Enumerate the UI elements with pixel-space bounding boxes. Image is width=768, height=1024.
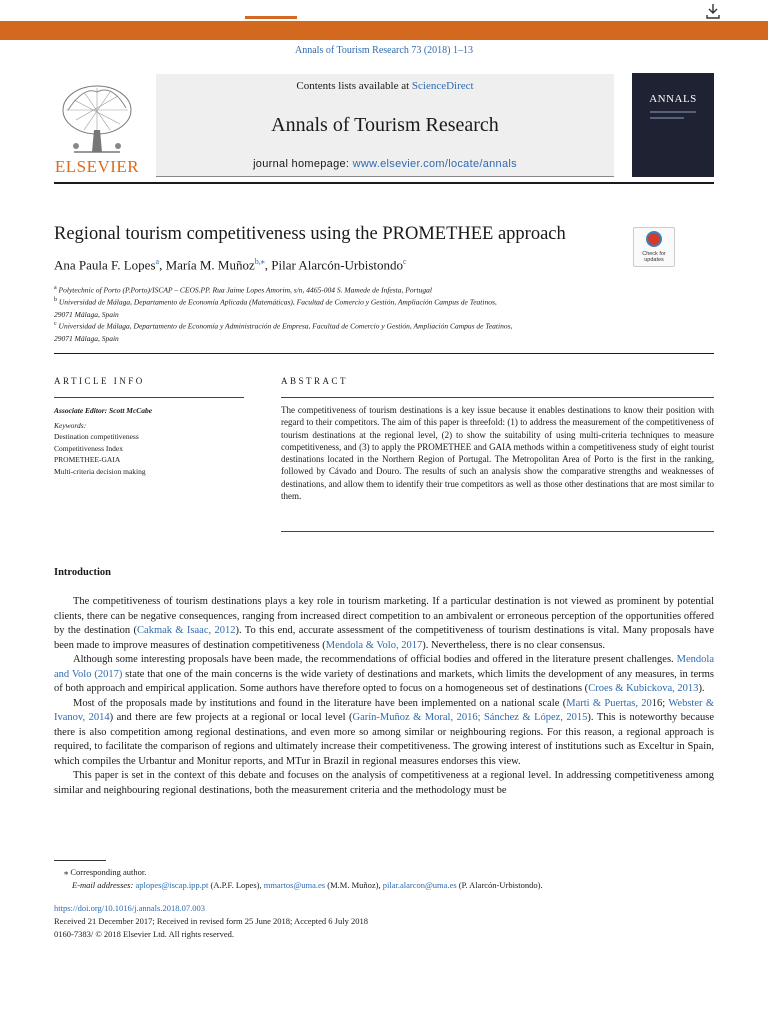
email-addresses [72,880,543,890]
citation-link[interactable]: Marti & Puertas, 20 [566,697,652,709]
paper-title: Regional tourism competitiveness using the PROMETHEE approach [54,224,566,244]
keyword: Multi-criteria decision making [54,466,146,476]
paragraph [54,653,714,697]
homepage-prefix: journal homepage: [253,158,353,170]
article-info [54,405,244,477]
cover-line [650,111,696,113]
email-owner: (A.P.F. Lopes), [208,880,264,890]
author-name: Pilar Alarcón-Urbistondo [271,257,404,273]
paragraph [54,595,714,653]
journal-title: Annals of Tourism Research [271,114,499,136]
affil-text: Universidad de Málaga, Departamento de Economía Aplicada (Matemáticas), Facultad de Comercio y Gestión, Ampliación Campus de Teatinos, [58,297,497,307]
journal-reference[interactable]: Annals of Tourism Research 73 (2018) 1–13 [295,45,473,56]
contents-line [156,80,614,92]
elsevier-wordmark: ELSEVIER [54,157,140,176]
check-for-updates-badge[interactable] [633,227,675,267]
affiliation-c [54,318,654,345]
affiliation-b [54,294,654,321]
cover-line [650,117,684,119]
abstract-text: The competitiveness of tourism destinations is a key issue because it enables destinations to know their position with regard to their competitors. The aim of this paper is threefold: (1) to address the measurement of the competitiveness of tourism destinations at the regional level, (2) to show the suitability of using multi-criteria techniques to measure competitiveness, and (3) to apply the PROMETHEE and GAIA methods within a competitiveness study of eight tourist destinations located in the Northern Region of Portugal. The Metropolitan Area of Porto is the first in the ranking, followed by Cávado and Douro. The results of such an analysis show the comparative strengths and weaknesses of destinations, and allow them to identify their true competitors as well as those other destinations that are most similar to them. [281,405,714,502]
abstract-bottom-rule [281,531,714,532]
author-sep: , [264,257,272,273]
copyright: 0160-7383/ © 2018 Elsevier Ltd. All rights reserved. [54,929,234,939]
received-dates: Received 21 December 2017; Received in revised form 25 June 2018; Accepted 6 July 2018 [54,916,368,926]
text: ). To this end, accurate assessment of the competitiveness of tourism destinations is vital. Many proposals have been made to improve measures of destination competitiveness ( [54,625,714,651]
abstract-rule [281,397,714,398]
cover-title: ANNALS [649,93,697,105]
contents-prefix: Contents lists available at [296,80,412,92]
text: ) and there are few projects at a regional or local level ( [109,712,353,723]
text: state that one of the main concerns is the wide variety of destinations and markets, which limits the development of any measures, in terms of both approach and empirical application. Some authors have therefore opted to focus on a homogeneous set of destinations ( [54,668,714,694]
sciencedirect-link[interactable]: ScienceDirect [411,80,474,92]
accent-bar [0,21,768,40]
citation-link[interactable]: Mendola & Volo, 2017 [325,639,423,651]
active-tab-indicator[interactable] [245,16,297,19]
text: ). This is noteworthy because there is also competition among regional destinations, and even more so among similar or neighbouring regions. For this reason, a regional approach is required, to facilitate the comparison of regions and ultimately increase their competitiveness. The growing interest of institutions such as Exceltur in Spain, which compiles the Urbantur and Monitur reports, and MTur in Brazil in regional measures endorses this view. [54,712,715,767]
citation-link[interactable]: Mendola and Volo (2017) [54,654,714,680]
corresponding-author-note: ⁎ Corresponding author. [64,867,147,877]
text: ). Nevertheless, there is no clear consensus. [422,639,606,651]
text: 16; [651,697,669,709]
affil-marker: a [54,285,57,291]
citation-link[interactable]: Garín-Muñoz & Moral, 2016; Sánchez & López, 2015 [352,712,588,723]
citation-link[interactable]: Webster & Ivanov, 2014 [54,697,715,723]
email-owner: (M.M. Muñoz), [325,880,383,890]
header-rule [54,353,714,354]
footnote-rule [54,860,106,861]
author-sep: , [159,257,166,273]
keywords-label: Keywords: [54,420,87,430]
paragraph [54,697,714,770]
author-name: Ana Paula F. Lopes [54,257,156,273]
keyword: Destination competitiveness [54,432,139,441]
email-link[interactable]: pilar.alarcon@uma.es [382,880,457,890]
text: Although some interesting proposals have been made, the recommendations of official bodies and offered in the literature present challenges. [73,654,677,665]
keyword: Competitiveness Index [54,443,123,453]
body-text [54,595,714,798]
associate-editor: Associate Editor: Scott McCabe [54,406,153,415]
author-list [54,257,407,273]
affil-text: 29071 Málaga, Spain [54,309,119,319]
affil-marker: b [54,297,57,303]
text: Most of the proposals made by institutions and found in the literature have been implemented on a national scale ( [73,697,567,709]
author-affil-marker[interactable]: a [155,257,160,266]
journal-masthead [156,74,614,177]
keyword: PROMETHEE-GAIA [54,455,121,464]
homepage-link[interactable]: www.elsevier.com/locate/annals [352,158,517,170]
check-updates-label: Check for updates [642,251,666,263]
email-link[interactable]: aplopes@iscap.ipp.pt [135,880,209,890]
affil-text: 29071 Málaga, Spain [54,333,119,343]
email-link[interactable]: mmartos@uma.es [263,880,326,890]
section-heading: Introduction [54,567,111,578]
affil-text: Universidad de Málaga, Departamento de Economía y Administración de Empresa, Facultad de Comercio y Gestión, Ampliación Campus de Teatinos, [58,321,513,331]
affil-text: Polytechnic of Porto (P.Porto)/ISCAP – CEOS.PP. Rua Jaime Lopes Amorim, s/n, 4465-004 S. Mamede de Infesta, Portugal [58,285,432,295]
abstract-heading: ABSTRACT [281,376,349,386]
article-info-rule [54,397,244,398]
author-affil-marker[interactable]: c [403,257,407,266]
bookmark-icon [646,231,662,247]
download-icon[interactable] [704,2,722,20]
journal-homepage [156,158,614,170]
top-bar [0,0,768,40]
author-name: María M. Muñoz [165,257,255,273]
email-owner: (P. Alarcón-Urbistondo). [456,880,543,890]
article-info-heading: ARTICLE INFO [54,376,145,386]
citation-link[interactable]: Cakmak & Isaac, 2012 [137,625,236,636]
journal-cover-image [632,73,714,177]
text: ). [698,683,705,694]
citation-link[interactable]: Croes & Kubickova, 2013 [588,683,699,694]
doi-link[interactable]: https://doi.org/10.1016/j.annals.2018.07.003 [54,903,205,913]
masthead-rule [54,182,714,184]
paragraph: This paper is set in the context of this debate and focuses on the analysis of competitiveness at a regional level. In addressing competitiveness among similar and neighbouring regional destinations, both the measurement criteria and the methodology must be [54,770,714,796]
author-affil-marker[interactable]: b,⁎ [254,257,265,266]
email-label: E-mail addresses: [72,880,136,890]
affil-marker: c [54,321,57,327]
text: The competitiveness of tourism destinations plays a key role in tourism marketing. If a particular destination is not viewed as prominent by potential clients, there can be negative consequences, ranging from increased direct competition to an ambivalent or erroneous perception of the opportunities offered by the destination ( [54,596,714,636]
